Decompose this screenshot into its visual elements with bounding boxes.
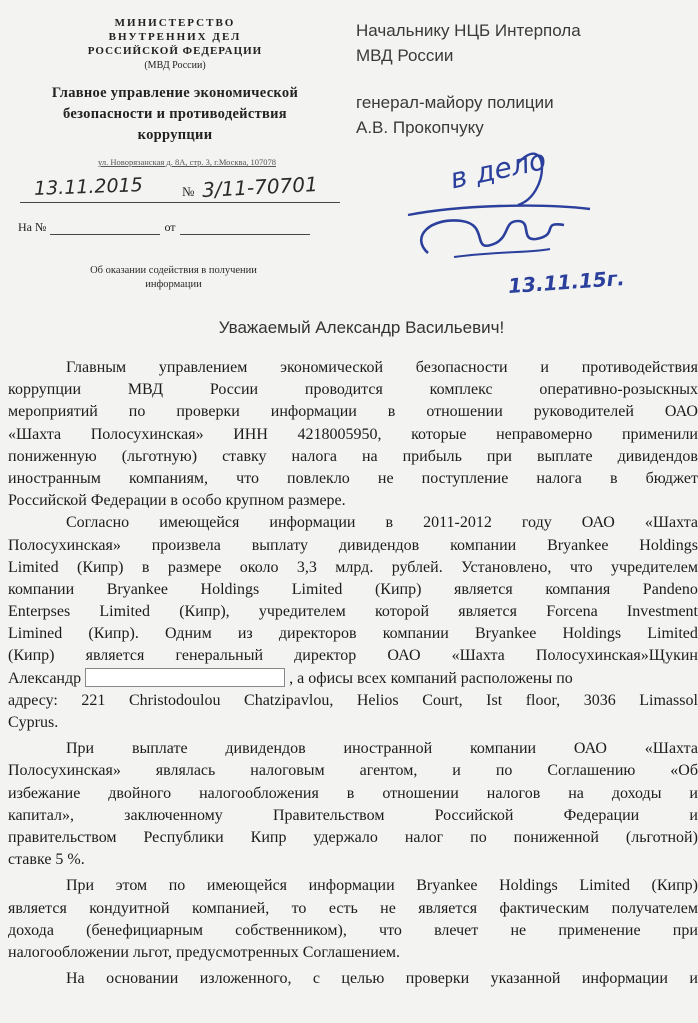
- resolution-text: в дело: [447, 143, 549, 196]
- date-number-line: [12, 171, 342, 204]
- body-line: Российской Федерации в особо крупном размере.: [8, 492, 346, 510]
- body-line: ставке 5 %.: [8, 851, 85, 869]
- body-line: При выплате дивидендов иностранной компании ОАО «Шахта: [66, 740, 698, 758]
- addressee-line3: генерал-майору полиции: [356, 93, 554, 112]
- addressee-line4: А.В. Прокопчуку: [356, 118, 484, 137]
- body-line: Полосухинская» являлась налоговым агентом, и по Соглашению «Об: [8, 762, 698, 780]
- reference-na-rule: [50, 234, 160, 235]
- letter-body: [8, 357, 698, 990]
- body-line-redacted: [8, 668, 698, 690]
- subject-block: [66, 264, 281, 292]
- body-line: налогообложении льгот, предусмотренных Соглашением.: [8, 943, 400, 961]
- letterhead-dept-line1: Главное управление экономической: [51, 85, 299, 101]
- letterhead-dept-line2: безопасности и противодействия: [63, 106, 287, 122]
- body-line: Limined (Кипр). Одним из директоров компании Bryankee Holdings Limited: [8, 625, 698, 643]
- body-line: дохода (бенефициарным собственником), что влечет не применение при: [8, 921, 698, 939]
- body-line: Limited (Кипр) в размере около 3,3 млрд. рублей. Установлено, что учредителем: [8, 558, 698, 576]
- subject-line2: информации: [145, 279, 202, 290]
- body-line: (Кипр) является генеральный директор ОАО «Шахта Полосухинская»Щукин: [8, 647, 698, 665]
- body-line: капитал», заключенному Правительством Российской Федерации и: [8, 806, 698, 824]
- subject-line1: Об оказании содействия в получении: [90, 265, 257, 276]
- body-line: На основании изложенного, с целью проверки указанной информации и: [66, 970, 698, 988]
- body-name-continuation: , а офисы всех компаний расположены по: [289, 669, 573, 687]
- body-line: Полосухинская» произвела выплату дивидендов компании Bryankee Holdings: [8, 536, 698, 554]
- body-line: Главным управлением экономической безопасности и противодействия: [66, 359, 698, 376]
- body-line: Enterpses Limited (Кипр), учредителем которой является Forcena Investment: [8, 603, 698, 621]
- body-name-text: Александр: [8, 669, 82, 687]
- date-number-rule: [20, 202, 340, 203]
- body-line: является кондуитной компанией, то есть не является фактическим получателем: [8, 899, 698, 917]
- salutation: Уважаемый Александр Васильевич!: [218, 318, 505, 337]
- signature-icon: [421, 220, 564, 253]
- letterhead-russian-federation: РОССИЙСКОЙ ФЕДЕРАЦИИ: [87, 45, 263, 57]
- letterhead-mvd: (МВД России): [144, 60, 206, 71]
- body-line: Согласно имеющейся информации в 2011-2012 году ОАО «Шахта: [66, 514, 698, 532]
- body-line: «Шахта Полосухинская» ИНН 4218005950, которые неправомерно применили: [8, 425, 698, 443]
- handwritten-number: 3/11-70701: [201, 171, 319, 203]
- body-line: адресу: 221 Christodoulou Chatzipavlou, Helios Court, Ist floor, 3036 Limassol: [8, 691, 698, 709]
- body-line: правительством Республики Кипр удержало налог по пониженной (льготной): [8, 828, 698, 846]
- body-line: компании Bryankee Holdings Limited (Кипр) является компания Pandeno: [8, 580, 698, 598]
- reference-ot-label: от: [164, 220, 176, 234]
- reference-na-label: На №: [18, 220, 47, 234]
- number-label: №: [182, 184, 195, 199]
- body-line: избежание двойного налогообложения в отношении налогов на доходы и: [8, 784, 698, 802]
- body-line: иностранным компаниям, что повлекло не поступление налога в бюджет: [8, 469, 698, 487]
- handwritten-date: 13.11.2015: [33, 174, 144, 200]
- letterhead-dept-line3: коррупции: [137, 127, 213, 143]
- resolution-date: 13.11.15г.: [507, 265, 626, 299]
- reference-ot-rule: [180, 234, 310, 235]
- handwritten-resolution: [400, 125, 620, 275]
- redaction-box: [85, 668, 285, 687]
- signature-tail-icon: [454, 249, 550, 257]
- body-line: Cyprus.: [8, 714, 59, 731]
- letterhead-ministry: МИНИСТЕРСТВО: [114, 17, 236, 29]
- signature-underline-icon: [408, 206, 590, 215]
- addressee-line2: МВД России: [356, 46, 454, 65]
- letterhead-address: ул. Новорязанская д. 8А, стр. 3, г.Москва, 107078: [98, 157, 276, 167]
- addressee-block: [356, 18, 581, 68]
- body-line: При этом по имеющейся информации Bryankee Holdings Limited (Кипр): [66, 877, 698, 895]
- body-line: пониженную (льготную) ставку налога на прибыль при выплате дивидендов: [8, 447, 698, 465]
- body-line: мероприятий по проверки информации в отношении руководителей ОАО: [8, 403, 698, 421]
- reference-line: [18, 220, 318, 235]
- letterhead-internal-affairs: ВНУТРЕННИХ ДЕЛ: [108, 31, 242, 43]
- body-line: коррупции МВД России проводится комплекс оперативно-розыскных: [8, 381, 698, 399]
- addressee-line1: Начальнику НЦБ Интерпола: [356, 21, 581, 40]
